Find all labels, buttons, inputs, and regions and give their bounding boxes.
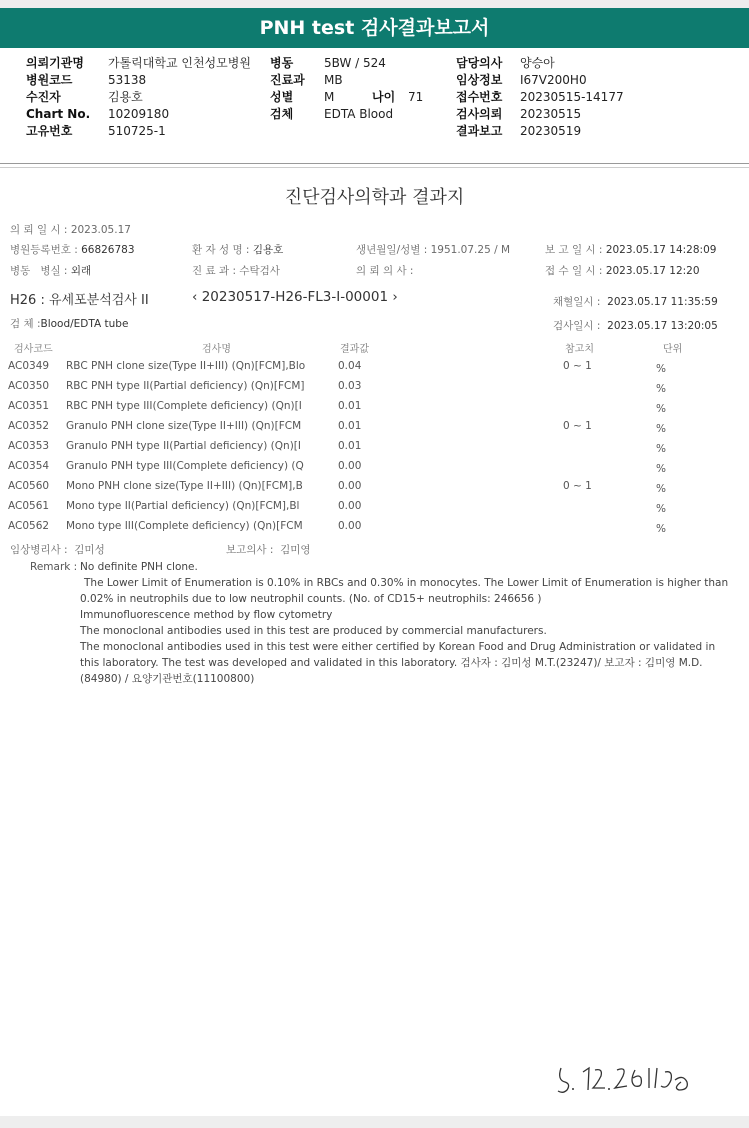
meta-dept: 진 료 과 : 수탁검사 bbox=[192, 265, 280, 277]
cell-result: 0.01 bbox=[338, 420, 362, 432]
handwritten-signature bbox=[555, 1058, 705, 1098]
cell-name: RBC PNH clone size(Type II+III) (Qn)[FCM],Blo bbox=[66, 360, 306, 372]
cell-result: 0.01 bbox=[338, 440, 362, 452]
value-report-date: 20230519 bbox=[520, 124, 582, 138]
cell-result: 0.03 bbox=[338, 380, 362, 392]
cell-unit: % bbox=[656, 383, 666, 395]
cell-unit: % bbox=[656, 443, 666, 455]
label-chart-no: Chart No. bbox=[26, 107, 91, 121]
value-specimen: EDTA Blood bbox=[324, 107, 394, 121]
meta-request-date: 의 뢰 일 시 : 2023.05.17 bbox=[10, 224, 131, 236]
remark-label: Remark : bbox=[30, 561, 78, 573]
label-patient: 수진자 bbox=[26, 90, 61, 104]
label-doctor: 담당의사 bbox=[456, 56, 503, 70]
value-request-date: 20230515 bbox=[520, 107, 582, 121]
remark-line: this laboratory. The test was developed and validated in this laboratory. 검사자 : 김미성 M.T.(23247)/ 보고자 : 김미영 M.D. bbox=[80, 657, 703, 669]
value-sex: M bbox=[324, 90, 335, 104]
remark-text bbox=[80, 559, 740, 687]
divider bbox=[0, 167, 749, 168]
cell-code: AC0560 bbox=[8, 480, 50, 492]
cell-name: Granulo PNH type III(Complete deficiency) (Q bbox=[66, 460, 304, 472]
label-clinical-info: 임상정보 bbox=[456, 73, 503, 87]
remark-line: No definite PNH clone. bbox=[80, 561, 198, 573]
col-header-name: 검사명 bbox=[202, 344, 231, 355]
cell-ref: 0 ~ 1 bbox=[563, 420, 592, 432]
meta-specimen: 검 체 :Blood/EDTA tube bbox=[10, 318, 129, 330]
value-clinical-info: I67V200H0 bbox=[520, 73, 587, 87]
value-dept: MB bbox=[324, 73, 343, 87]
cell-name: RBC PNH type III(Complete deficiency) (Qn)[I bbox=[66, 400, 302, 412]
meta-req-doctor: 의 뢰 의 사 : bbox=[356, 265, 414, 277]
result-sheet-title: 진단검사의학과 결과지 bbox=[284, 187, 465, 208]
divider bbox=[0, 163, 749, 164]
cell-unit: % bbox=[656, 523, 666, 535]
value-institution: 가톨릭대학교 인천성모병원 bbox=[108, 56, 251, 70]
label-ward: 병동 bbox=[270, 56, 294, 70]
cell-code: AC0349 bbox=[8, 360, 50, 372]
table-row bbox=[0, 460, 749, 480]
meta-ward: 병동 병실 : 외래 bbox=[10, 265, 92, 277]
remark-line: 0.02% in neutrophils due to low neutrophil counts. (No. of CD15+ neutrophils: 246656 ) bbox=[80, 593, 542, 605]
label-report-date: 결과보고 bbox=[456, 124, 503, 138]
table-row bbox=[0, 440, 749, 460]
header-col-3 bbox=[456, 55, 624, 140]
header-col-2 bbox=[270, 55, 423, 123]
cell-code: AC0562 bbox=[8, 520, 50, 532]
table-row bbox=[0, 380, 749, 400]
meta-report-time: 보 고 일 시 : 2023.05.17 14:28:09 bbox=[545, 244, 717, 256]
label-institution: 의뢰기관명 bbox=[26, 56, 84, 70]
cell-code: AC0351 bbox=[8, 400, 50, 412]
top-band bbox=[0, 0, 749, 8]
meta-reg-no: 병원등록번호 : 66826783 bbox=[10, 244, 135, 256]
cell-unit: % bbox=[656, 483, 666, 495]
col-header-ref: 참고치 bbox=[565, 344, 594, 355]
cell-unit: % bbox=[656, 423, 666, 435]
label-receipt-no: 접수번호 bbox=[456, 90, 503, 104]
cell-unit: % bbox=[656, 503, 666, 515]
cell-result: 0.00 bbox=[338, 460, 362, 472]
cell-code: AC0354 bbox=[8, 460, 50, 472]
cell-name: Granulo PNH type II(Partial deficiency) (Qn)[I bbox=[66, 440, 301, 452]
cell-code: AC0561 bbox=[8, 500, 50, 512]
cell-ref: 0 ~ 1 bbox=[563, 480, 592, 492]
value-patient: 김용호 bbox=[108, 90, 143, 104]
meta-test-time: 검사일시 : 2023.05.17 13:20:05 bbox=[553, 320, 718, 332]
label-dept: 진료과 bbox=[270, 73, 305, 87]
cell-result: 0.04 bbox=[338, 360, 362, 372]
remark-line: The monoclonal antibodies used in this test were either certified by Korean Food and Drug Administration or validated in bbox=[80, 641, 716, 653]
meta-patient: 환 자 성 명 : 김용호 bbox=[192, 244, 284, 256]
cell-unit: % bbox=[656, 403, 666, 415]
meta-collect-time: 채혈일시 : 2023.05.17 11:35:59 bbox=[553, 296, 718, 308]
table-row bbox=[0, 520, 749, 540]
label-hospital-code: 병원코드 bbox=[26, 73, 73, 87]
meta-dob: 생년월일/성별 : 1951.07.25 / M bbox=[356, 244, 511, 256]
table-row bbox=[0, 400, 749, 420]
label-request-date: 검사의뢰 bbox=[456, 107, 503, 121]
remark-line: Immunofluorescence method by flow cytometry bbox=[80, 609, 333, 621]
meta-pathologist: 임상병리사 : 김미성 bbox=[10, 544, 105, 556]
header-col-1 bbox=[26, 55, 251, 140]
label-sex: 성별 bbox=[270, 90, 294, 104]
value-receipt-no: 20230515-14177 bbox=[520, 90, 624, 104]
value-hospital-code: 53138 bbox=[108, 73, 147, 87]
cell-result: 0.00 bbox=[338, 500, 362, 512]
cell-code: AC0350 bbox=[8, 380, 50, 392]
bottom-band bbox=[0, 1116, 749, 1128]
label-specimen: 검체 bbox=[270, 107, 294, 121]
cell-result: 0.00 bbox=[338, 520, 362, 532]
cell-code: AC0353 bbox=[8, 440, 50, 452]
remark-line: The Lower Limit of Enumeration is 0.10% in RBCs and 0.30% in monocytes. The Lower Limit of Enumeration is higher than bbox=[84, 577, 729, 589]
report-title: PNH test 검사결과보고서 bbox=[0, 8, 749, 48]
section-title: H26 : 유세포분석검사 II bbox=[10, 293, 149, 308]
cell-name: Granulo PNH clone size(Type II+III) (Qn)[FCM bbox=[66, 420, 302, 432]
meta-reporter: 보고의사 : 김미영 bbox=[226, 544, 311, 556]
label-unique-no: 고유번호 bbox=[26, 124, 73, 138]
cell-name: Mono type III(Complete deficiency) (Qn)[FCM bbox=[66, 520, 303, 532]
col-header-result: 결과값 bbox=[340, 344, 369, 355]
table-row bbox=[0, 420, 749, 440]
remark-line: (84980) / 요양기관번호(11100800) bbox=[80, 673, 255, 685]
value-ward: 5BW / 524 bbox=[324, 56, 386, 70]
cell-name: Mono PNH clone size(Type II+III) (Qn)[FCM],B bbox=[66, 480, 303, 492]
cell-result: 0.00 bbox=[338, 480, 362, 492]
cell-code: AC0352 bbox=[8, 420, 50, 432]
value-chart-no: 10209180 bbox=[108, 107, 170, 121]
label-age: 나이 bbox=[372, 90, 396, 104]
cell-name: RBC PNH type II(Partial deficiency) (Qn)[FCM] bbox=[66, 380, 305, 392]
table-row bbox=[0, 360, 749, 380]
cell-unit: % bbox=[656, 363, 666, 375]
value-unique-no: 510725-1 bbox=[108, 124, 166, 138]
table-row bbox=[0, 500, 749, 520]
col-header-code: 검사코드 bbox=[14, 344, 53, 355]
segment-number: ‹ 20230517-H26-FL3-I-00001 › bbox=[192, 289, 398, 305]
meta-receipt-time: 접 수 일 시 : 2023.05.17 12:20 bbox=[545, 265, 700, 277]
table-row bbox=[0, 480, 749, 500]
col-header-unit: 단위 bbox=[663, 344, 683, 355]
value-doctor: 양승아 bbox=[520, 56, 555, 70]
cell-name: Mono type II(Partial deficiency) (Qn)[FCM],Bl bbox=[66, 500, 300, 512]
cell-ref: 0 ~ 1 bbox=[563, 360, 592, 372]
value-age: 71 bbox=[408, 90, 424, 104]
cell-unit: % bbox=[656, 463, 666, 475]
remark-line: The monoclonal antibodies used in this test are produced by commercial manufacturers. bbox=[80, 625, 547, 637]
cell-result: 0.01 bbox=[338, 400, 362, 412]
